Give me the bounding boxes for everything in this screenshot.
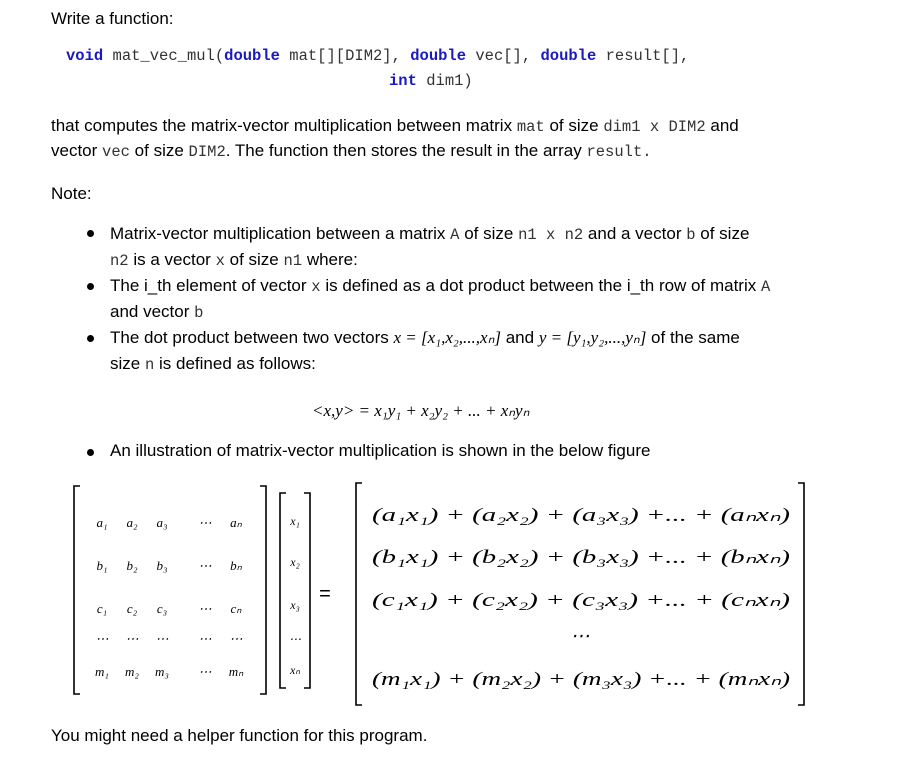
param-vec: vec[],	[475, 47, 532, 65]
matrix-cell: b₂	[126, 558, 138, 573]
matrix-cell: mₙ	[228, 664, 244, 679]
code-A: A	[450, 226, 460, 244]
bullet-text: of the same	[651, 328, 740, 347]
code-n1: n1	[283, 252, 303, 270]
intro-text: Write a function:	[51, 9, 174, 28]
bullet-text: of size	[229, 250, 279, 269]
code-b: b	[194, 304, 204, 322]
matrix-right-bracket	[260, 486, 266, 694]
vector-cell: x₂	[290, 555, 300, 569]
matrix-cell: bₙ	[230, 558, 242, 573]
result-row: (c₁x₁) + (c₂x₂) + (c₃x₃) +... + (cₙxₙ)	[372, 590, 790, 611]
desc-text: and	[710, 116, 739, 135]
vector-cell: x₃	[290, 598, 300, 612]
matrix-cell: ⋯	[95, 631, 109, 646]
result-row: ⋯	[570, 626, 590, 647]
matrix-cell: m₃	[155, 664, 169, 679]
matrix-cell: ⋯	[155, 631, 169, 646]
desc-text: that computes the matrix-vector multiplication between matrix	[51, 116, 513, 135]
result-row: (m₁x₁) + (m₂x₂) + (m₃x₃) +... + (mₙxₙ)	[372, 669, 790, 690]
keyword-double: double	[224, 47, 280, 65]
desc-text: of size	[549, 116, 599, 135]
vector-left-bracket	[280, 493, 286, 688]
desc-text: vector	[51, 141, 98, 160]
matrix-cell: ⋯	[198, 601, 212, 616]
matrix-cell: ⋯	[125, 631, 139, 646]
code-dim2: DIM2	[188, 143, 226, 161]
code-mat: mat	[516, 118, 545, 136]
result-row: (b₁x₁) + (b₂x₂) + (b₃x₃) +... + (bₙxₙ)	[372, 547, 790, 568]
bullet-text: where:	[306, 250, 358, 269]
matrix-cell: c₃	[156, 601, 168, 616]
bullet-text: is a vector	[133, 250, 211, 269]
code-dims: n1 x n2	[518, 226, 584, 244]
result-row: (a₁x₁) + (a₂x₂) + (a₃x₃) +... + (aₙxₙ)	[372, 505, 790, 526]
vector-cell: ⋯	[289, 632, 301, 646]
bullet-text: of size	[464, 224, 514, 243]
matrix-cell: cₙ	[230, 601, 242, 616]
matrix-cell: a₃	[156, 515, 168, 530]
dot-product-formula: <x,y> = x₁y₁ + x₂y₂ + ... + xₙyₙ	[312, 401, 530, 420]
bullet-text: of size	[700, 224, 750, 243]
code-x: x	[215, 252, 225, 270]
code-n: n	[144, 356, 155, 374]
matrix-cell: ⋯	[198, 664, 212, 679]
matrix-cell: b₃	[156, 558, 168, 573]
code-A: A	[760, 278, 771, 296]
bullet-text: size	[110, 354, 141, 373]
bullet-text: and	[505, 328, 535, 347]
code-result: result.	[586, 143, 652, 161]
code-dim: dim1 x DIM2	[603, 118, 706, 136]
code-x: x	[311, 278, 321, 296]
matrix-cell: c₂	[126, 601, 138, 616]
bullet-text: is defined as follows:	[159, 354, 316, 373]
matrix-cell: m₂	[125, 664, 139, 679]
bullet-4-text: An illustration of matrix-vector multiplication is shown in the below figure	[110, 441, 651, 460]
keyword-double: double	[410, 47, 467, 65]
matrix-cell: ⋯	[229, 631, 243, 646]
vector-x-definition: x = [x₁,x₂,...,xₙ]	[393, 328, 501, 347]
matrix-cell: ⋯	[198, 631, 212, 646]
vector-cell: x₁	[290, 514, 300, 528]
bullet-text: and a vector	[587, 224, 682, 243]
bullet-text: Matrix-vector multiplication between a matrix	[110, 224, 446, 243]
bullet-text: is defined as a dot product between the i_th row of matrix	[325, 276, 757, 295]
matrix-cell: a₂	[126, 515, 138, 530]
param-result: result[],	[605, 47, 690, 65]
function-name: mat_vec_mul(	[112, 47, 225, 65]
result-right-bracket	[798, 483, 804, 705]
keyword-int: int	[389, 72, 417, 90]
matrix-cell: ⋯	[198, 558, 212, 573]
code-n2: n2	[110, 252, 129, 270]
matrix-cell: a₁	[96, 515, 108, 530]
bullet-text: and vector	[110, 302, 190, 321]
matrix-cell: m₁	[95, 664, 109, 679]
matrix-cell: c₁	[96, 601, 108, 616]
param-dim1: dim1)	[426, 72, 473, 90]
keyword-void: void	[66, 47, 104, 65]
matrix-cell: aₙ	[230, 515, 242, 530]
matrix-cell: b₁	[96, 558, 108, 573]
desc-text: of size	[134, 141, 184, 160]
bullet-text: The dot product between two vectors	[110, 328, 389, 347]
desc-text: . The function then stores the result in the array	[225, 141, 582, 160]
keyword-double: double	[540, 47, 597, 65]
code-vec: vec	[102, 143, 130, 161]
matrix-left-bracket	[74, 486, 80, 694]
note-label: Note:	[51, 184, 92, 203]
vector-right-bracket	[304, 493, 310, 688]
closing-text: You might need a helper function for this program.	[51, 726, 428, 745]
equals-sign: =	[319, 583, 331, 605]
code-b: b	[686, 226, 696, 244]
param-mat: mat[][DIM2],	[289, 47, 401, 65]
matrix-cell: ⋯	[198, 515, 212, 530]
vector-y-definition: y = [y₁,y₂,...,yₙ]	[538, 328, 647, 347]
vector-cell: xₙ	[289, 663, 301, 677]
bullet-text: The i_th element of vector	[110, 276, 307, 295]
result-left-bracket	[356, 483, 362, 705]
